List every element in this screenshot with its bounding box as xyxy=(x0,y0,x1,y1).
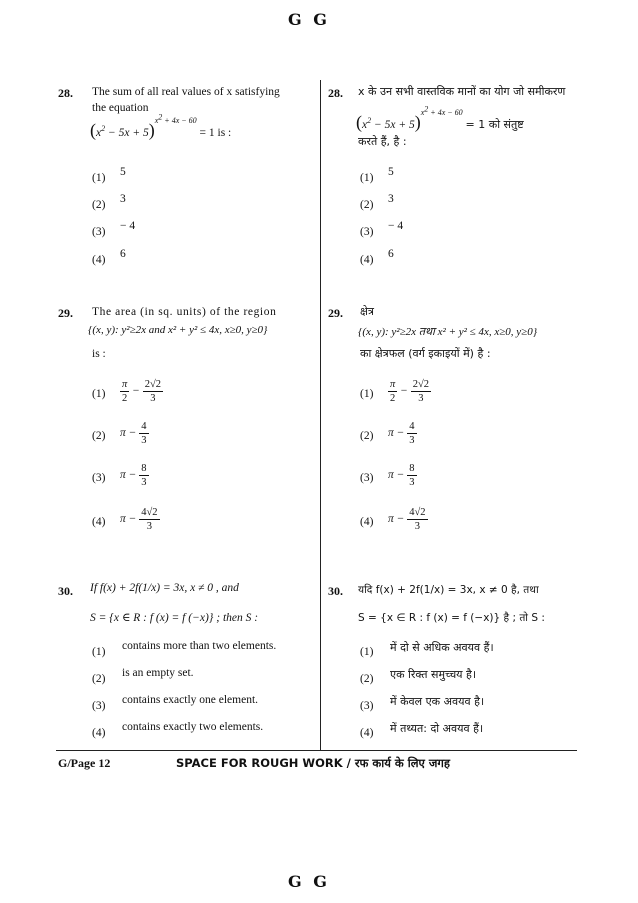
q28-text-en xyxy=(92,84,316,116)
option-num: (3) xyxy=(92,472,106,484)
option-text: में केवल एक अवयव है। xyxy=(390,695,485,708)
option-num: (3) xyxy=(92,700,106,712)
q28-number: 28. xyxy=(58,86,73,100)
q30-option-2-hi[interactable] xyxy=(360,667,477,686)
q28-eq-tail-en: = 1 is : xyxy=(199,127,232,139)
option-text: − 4 xyxy=(388,220,404,232)
option-num: (3) xyxy=(92,226,106,238)
q29-line1-hi: क्षेत्र xyxy=(360,305,374,318)
option-num: (2) xyxy=(92,199,106,211)
option-num: (1) xyxy=(92,172,106,184)
option-text: 6 xyxy=(120,248,126,260)
q30-option-1-hi[interactable] xyxy=(360,640,494,659)
q30-line2: S = {x ∈ R : f (x) = f (−x)} ; then S : xyxy=(90,612,259,624)
q29-option-1[interactable] xyxy=(92,378,292,410)
q28-option-1-hi[interactable] xyxy=(360,166,394,185)
option-text: − 4 xyxy=(120,220,136,232)
q29-line3-hi: का क्षेत्रफल (वर्ग इकाइयों में) है : xyxy=(360,347,491,360)
q29-set-en: {(x, y): y²≥2x and x² + y² ≤ 4x, x≥0, y≥0} xyxy=(88,324,268,336)
q29-option-2-hi[interactable] xyxy=(360,420,560,452)
q29-option-3-hi[interactable] xyxy=(360,462,560,494)
option-text: 3 xyxy=(388,193,394,205)
column-divider xyxy=(320,80,321,750)
option-text: 5 xyxy=(388,166,394,178)
q30-number: 30. xyxy=(58,584,73,598)
header-mark: G G xyxy=(288,10,330,29)
option-text: 5 xyxy=(120,166,126,178)
option-num: (3) xyxy=(360,700,374,712)
option-num: (1) xyxy=(360,388,374,400)
option-num: (1) xyxy=(360,646,374,658)
q28-option-4-hi[interactable] xyxy=(360,248,394,267)
option-num: (1) xyxy=(92,388,106,400)
q30-line1-hi: यदि f(x) + 2f(1/x) = 3x, x ≠ 0 है, तथा xyxy=(358,584,539,596)
q28-equation-hi: $(x^2 - 5x + 5)^{x^2 + 4x - 60} = 1$ को संतुष्ट xyxy=(356,104,524,132)
q29-option-4[interactable] xyxy=(92,506,292,538)
option-text: 3 xyxy=(120,193,126,205)
option-text: एक रिक्त समुच्चय है। xyxy=(390,668,477,681)
q29-option-3[interactable] xyxy=(92,462,292,494)
q28-line1: The sum of all real values of x satisfying xyxy=(92,86,280,98)
option-math: π − $\frac{4√2}{3}$ xyxy=(388,507,426,532)
option-text: contains exactly one element. xyxy=(122,694,259,706)
q28-option-2-hi[interactable] xyxy=(360,193,394,212)
q28-option-3-hi[interactable] xyxy=(360,220,404,239)
option-num: (3) xyxy=(360,472,374,484)
q29-number-hi: 29. xyxy=(328,306,343,320)
q28-number-hi: 28. xyxy=(328,86,343,100)
q28-line1-hi: x के उन सभी वास्तविक मानों का योग जो समीकरण xyxy=(358,85,566,98)
option-math: π − $\frac{8}{3}$ xyxy=(120,463,147,488)
rough-work-label: SPACE FOR ROUGH WORK / रफ कार्य के लिए जगह xyxy=(176,756,450,770)
q29-line3: is : xyxy=(92,348,106,360)
q29-line1: The area (in sq. units) of the region xyxy=(92,306,277,318)
option-text: 6 xyxy=(388,248,394,260)
footer-rule xyxy=(56,750,577,751)
option-num: (4) xyxy=(92,727,106,739)
option-num: (4) xyxy=(92,516,106,528)
q29-set-hi: {(x, y): y²≥2x तथा x² + y² ≤ 4x, x≥0, y≥0} xyxy=(358,326,538,338)
q28-option-4[interactable] xyxy=(92,248,126,267)
q30-option-1[interactable] xyxy=(92,640,277,659)
option-num: (4) xyxy=(360,254,374,266)
option-num: (1) xyxy=(92,646,106,658)
option-text: में दो से अधिक अवयव हैं। xyxy=(390,641,494,654)
q30-number-hi: 30. xyxy=(328,584,343,598)
q30-option-4[interactable] xyxy=(92,721,264,740)
option-num: (2) xyxy=(92,430,106,442)
option-text: is an empty set. xyxy=(122,667,194,679)
q30-option-3-hi[interactable] xyxy=(360,694,485,713)
q28-line3-hi: करते हैं, है : xyxy=(358,135,407,148)
option-text: contains exactly two elements. xyxy=(122,721,264,733)
option-num: (4) xyxy=(360,516,374,528)
option-num: (2) xyxy=(92,673,106,685)
option-num: (3) xyxy=(360,226,374,238)
option-num: (2) xyxy=(360,430,374,442)
option-math: $\frac{\pi}{2}$ − $\frac{2√2}{3}$ xyxy=(390,379,430,404)
option-num: (2) xyxy=(360,199,374,211)
q28-option-3[interactable] xyxy=(92,220,136,239)
option-num: (2) xyxy=(360,673,374,685)
q29-option-2[interactable] xyxy=(92,420,292,452)
option-text: contains more than two elements. xyxy=(122,640,277,652)
q29-number: 29. xyxy=(58,306,73,320)
q28-equation-en: $(x^2 - 5x + 5)^{x^2 + 4x - 60} = 1$ is : xyxy=(90,112,232,140)
option-math: $\frac{\pi}{2}$ − $\frac{2√2}{3}$ xyxy=(122,379,162,404)
q28-option-1[interactable] xyxy=(92,166,126,185)
option-math: π − $\frac{4√2}{3}$ xyxy=(120,507,158,532)
option-num: (1) xyxy=(360,172,374,184)
q28-option-2[interactable] xyxy=(92,193,126,212)
option-num: (4) xyxy=(360,727,374,739)
q29-options-en xyxy=(92,378,312,538)
q30-option-2[interactable] xyxy=(92,667,194,686)
q28-eq-tail-hi: = 1 को संतुष्ट xyxy=(465,118,524,131)
option-text: में तथ्यत: दो अवयव हैं। xyxy=(390,722,484,735)
option-math: π − $\frac{8}{3}$ xyxy=(388,463,415,488)
option-math: π − $\frac{4}{3}$ xyxy=(120,421,147,446)
option-num: (4) xyxy=(92,254,106,266)
option-math: π − $\frac{4}{3}$ xyxy=(388,421,415,446)
q30-option-4-hi[interactable] xyxy=(360,721,484,740)
q29-option-4-hi[interactable] xyxy=(360,506,560,538)
footer-mark: G G xyxy=(288,872,330,891)
q29-option-1-hi[interactable] xyxy=(360,378,560,410)
q29-options-hi xyxy=(360,378,580,538)
q30-option-3[interactable] xyxy=(92,694,259,713)
q30-line1: If f(x) + 2f(1/x) = 3x, x ≠ 0 , and xyxy=(90,582,239,594)
page-label: G/Page 12 xyxy=(58,756,111,770)
q30-line2-hi: S = {x ∈ R : f (x) = f (−x)} है ; तो S : xyxy=(358,612,545,624)
q28-line2: the equation xyxy=(92,102,149,114)
